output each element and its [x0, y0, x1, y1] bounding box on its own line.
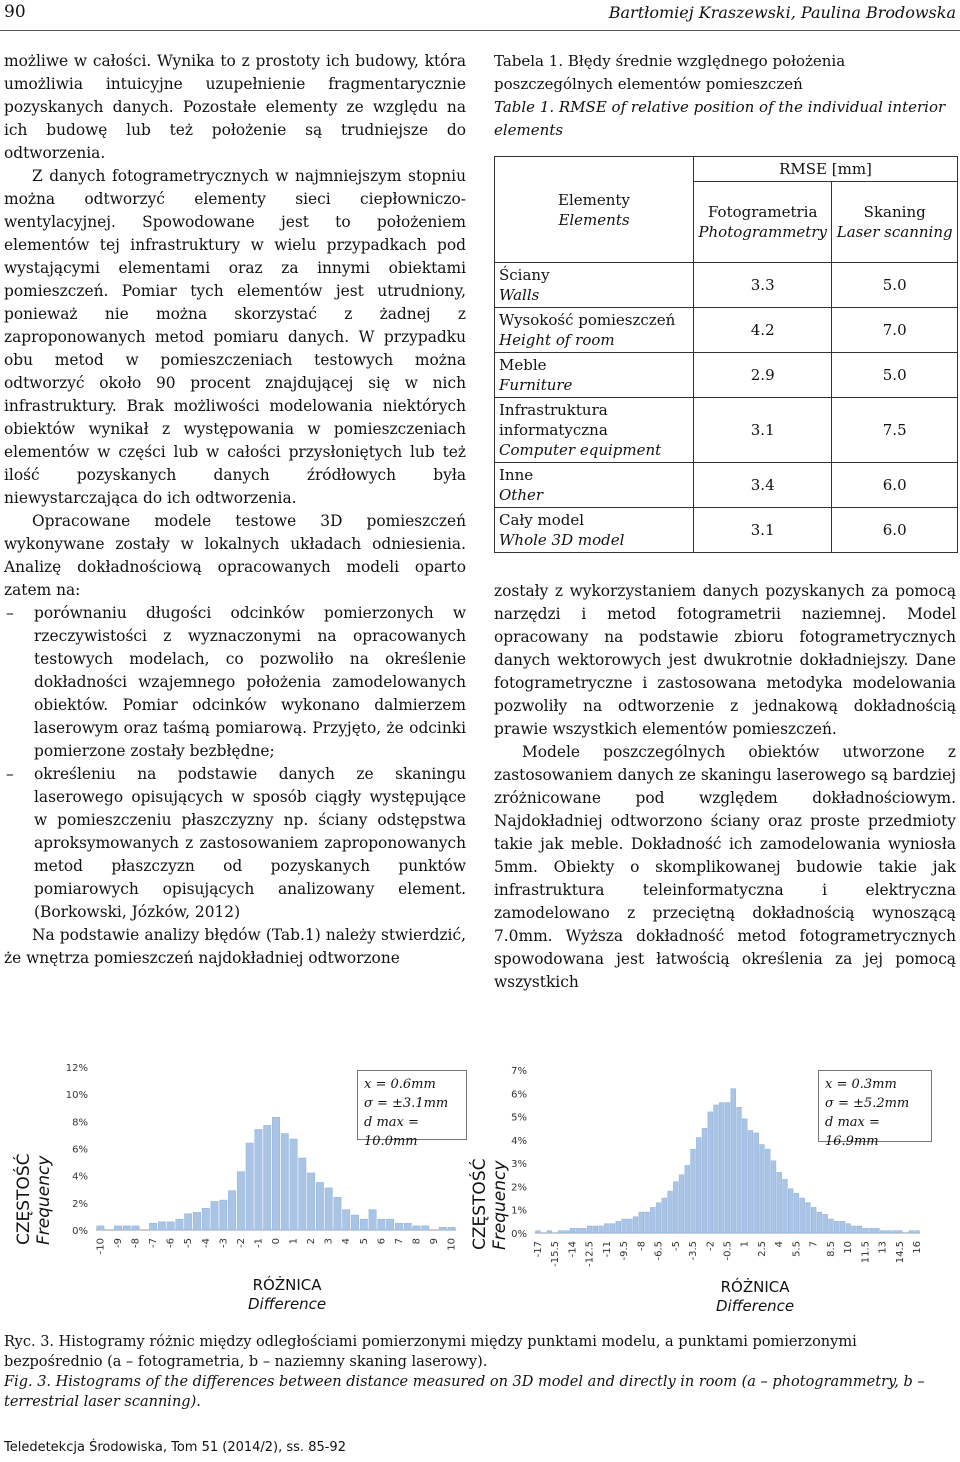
- histogram-bar: [413, 1226, 420, 1230]
- histogram-bar: [788, 1189, 793, 1233]
- page-number: 90: [4, 2, 26, 22]
- histogram-bar: [610, 1224, 615, 1233]
- paragraph: Modele poszczególnych obiektów utworzone z zastosowaniem danych ze skaningu laserowego są bardziej zróżnicowane pod względem dokładnościowym. Najdokładniej odtworzono ściany oraz proste przedmioty takie jak meble. Dokładność ich zamodelowania wyniosła 5mm. Obiekty o skomplikowanej budowie takie jak infrastruktura teleinformatyczna i elektryczna zamodelowano z przeciętną dokładnością wynoszącą 7.0mm. Wyższa dokładność metod fotogrametrycznych spowodowana jest łatwością określenia za jej pomocą wszystkich: [494, 743, 956, 991]
- histogram-bar: [915, 1231, 920, 1233]
- y-tick-label: 3%: [511, 1159, 527, 1171]
- histogram-bar: [662, 1198, 667, 1233]
- histogram-bar: [167, 1222, 174, 1230]
- table-row: Infrastruktura informatyczna Computer equipment 3.1 7.5: [495, 398, 958, 463]
- histogram-bar: [351, 1215, 358, 1230]
- x-tick-label: 16: [912, 1241, 924, 1254]
- histogram-bar: [668, 1191, 673, 1233]
- histogram-bar: [817, 1212, 822, 1233]
- histogram-bar: [886, 1231, 891, 1233]
- histogram-bar: [123, 1226, 130, 1230]
- histogram-bar: [783, 1179, 788, 1233]
- table-row: Meble Furniture 2.9 5.0: [495, 353, 958, 398]
- histogram-bar: [448, 1227, 455, 1230]
- x-tick-label: 3: [323, 1238, 335, 1245]
- stats-box: x = 0.3mm σ = ±5.2mm d max = 16.9mm: [818, 1070, 932, 1142]
- x-tick-label: 14.5: [894, 1241, 906, 1264]
- x-tick-label: 11.5: [860, 1241, 872, 1264]
- histogram-bar: [742, 1119, 747, 1233]
- histogram-bar: [404, 1223, 411, 1230]
- x-tick-label: 7: [393, 1238, 405, 1245]
- histogram-bar: [731, 1089, 736, 1233]
- x-tick-label: 6: [376, 1238, 388, 1245]
- x-tick-label: -1: [253, 1238, 265, 1248]
- histogram-bar: [702, 1128, 707, 1233]
- x-tick-label: 5.5: [791, 1241, 803, 1257]
- histogram-bar: [685, 1165, 690, 1233]
- histogram-bar: [599, 1226, 604, 1233]
- x-tick-label: 7: [808, 1241, 820, 1248]
- histogram-bar: [564, 1231, 569, 1233]
- histogram-bar: [228, 1191, 235, 1230]
- histogram-bar: [869, 1228, 874, 1233]
- x-tick-label: -5: [670, 1241, 682, 1251]
- x-tick-label: -8: [636, 1241, 648, 1251]
- histogram-bar: [897, 1231, 902, 1233]
- table-row: Ściany Walls 3.3 5.0: [495, 263, 958, 308]
- histogram-bar: [852, 1226, 857, 1233]
- histogram-bar: [237, 1172, 244, 1230]
- x-tick-label: 2: [306, 1238, 318, 1245]
- y-axis-label: CZĘSTOŚĆ Frequency: [14, 1153, 54, 1245]
- header-laser-scanning: Skaning Laser scanning: [832, 182, 958, 263]
- histogram-bar: [806, 1203, 811, 1233]
- x-tick-label: 5: [358, 1238, 370, 1245]
- histogram-a: [0, 1050, 480, 1320]
- paragraph: zostały z wykorzystaniem danych pozyskanych za pomocą narzędzi i metod fotogrametrii naziemnej. Model opracowany na podstawie zbioru fotogrametrycznych danych wektorowych jest dwukrotnie dokładniejszy. Dane fotogrametryczne i zastosowana metodyka modelowania pozwoliły na odtworzenie z jednakową dokładnością prawie wszystkich elementów pomieszczeń.: [494, 582, 956, 738]
- y-axis-label: CZĘSTOŚĆ Frequency: [470, 1158, 510, 1250]
- histogram-bar: [132, 1226, 139, 1230]
- table-row: Wysokość pomieszczeń Height of room 4.2 7.0: [495, 308, 958, 353]
- histogram-bar: [202, 1208, 209, 1230]
- y-tick-label: 2%: [72, 1198, 88, 1210]
- histogram-bar: [593, 1226, 598, 1233]
- histogram-bar: [334, 1197, 341, 1230]
- y-tick-label: 5%: [511, 1112, 527, 1124]
- histogram-bar: [829, 1219, 834, 1233]
- histogram-bar: [656, 1203, 661, 1233]
- rmse-table: [494, 156, 958, 553]
- list-item: – określeniu na podstawie danych ze skaningu laserowego opisujących w sposób ciągły występujące w pomieszczeniu płaszczyzny np. ściany odstępstwa aproksymowanych z zastosowaniem zaproponowanych metod płaszczyzn od pozyskanych punktów pomiarowych opisujących analizowany element. (Borkowski, Józków, 2012): [4, 763, 466, 924]
- x-tick-label: -6.5: [653, 1241, 665, 1261]
- x-tick-label: -5: [183, 1238, 195, 1248]
- histogram-bar: [176, 1219, 183, 1230]
- x-axis-label: RÓŻNICA Difference: [716, 1278, 795, 1315]
- histogram-bar: [633, 1217, 638, 1233]
- histogram-bar: [299, 1158, 306, 1230]
- table-caption-en: Table 1. RMSE of relative position of the individual interior elements: [494, 98, 946, 139]
- y-tick-label: 6%: [72, 1144, 88, 1156]
- table-row: Cały model Whole 3D model 3.1 6.0: [495, 508, 958, 553]
- x-tick-label: 1: [739, 1241, 751, 1248]
- x-tick-label: -0.5: [722, 1241, 734, 1261]
- x-tick-label: 0: [271, 1238, 282, 1245]
- histogram-bar: [570, 1228, 575, 1233]
- x-tick-label: 13: [877, 1241, 889, 1254]
- right-column: [494, 580, 956, 994]
- y-tick-label: 10%: [65, 1090, 88, 1102]
- x-tick-label: 4: [774, 1241, 786, 1248]
- y-tick-label: 4%: [72, 1171, 88, 1183]
- histogram-bar: [846, 1224, 851, 1233]
- histogram-bar: [114, 1226, 121, 1230]
- table-caption-pl: Tabela 1. Błędy średnie względnego położenia poszczególnych elementów pomieszczeń: [494, 52, 846, 93]
- x-tick-label: -14: [567, 1241, 579, 1258]
- histogram-bar: [547, 1231, 552, 1233]
- histogram-bar: [581, 1228, 586, 1233]
- histogram-bar: [422, 1226, 429, 1230]
- journal-footer: Teledetekcja Środowiska, Tom 51 (2014/2), ss. 85-92: [4, 1440, 346, 1455]
- x-tick-label: 8: [411, 1238, 423, 1245]
- y-tick-label: 2%: [511, 1182, 527, 1194]
- header-photogrammetry: Fotogrametria Photogrammetry: [694, 182, 832, 263]
- y-tick-label: 0%: [72, 1226, 88, 1237]
- stats-box: x = 0.6mm σ = ±3.1mm d max = 10.0mm: [357, 1070, 467, 1140]
- histogram-bar: [823, 1214, 828, 1233]
- histogram-bar: [307, 1173, 314, 1230]
- histogram-bar: [765, 1149, 770, 1233]
- histogram-bar: [264, 1125, 271, 1230]
- x-tick-label: 4: [341, 1238, 353, 1245]
- histogram-bar: [737, 1107, 742, 1233]
- histogram-bar: [576, 1228, 581, 1233]
- histogram-bar: [874, 1228, 879, 1233]
- histogram-bar: [857, 1226, 862, 1233]
- x-tick-label: -9.5: [619, 1241, 631, 1261]
- x-tick-label: -12.5: [584, 1241, 596, 1267]
- y-tick-label: 4%: [511, 1135, 527, 1147]
- x-tick-label: 10: [446, 1238, 458, 1251]
- histogram-bar: [639, 1212, 644, 1233]
- header-elements: Elementy Elements: [495, 157, 694, 263]
- x-tick-label: -3: [218, 1238, 230, 1248]
- x-tick-label: -2: [235, 1238, 247, 1248]
- list-item: – porównaniu długości odcinków pomierzonych w rzeczywistości z wyznaczonymi na opracowanych testowych modelach, co pozwoliło na określenie dokładności wzajemnego położenia zamodelowanych obiektów. Pomiar odcinków wykonano dalmierzem laserowym oraz taśmą pomiarową. Przyjęto, że odcinki pomierzone zostały bezbłędne;: [4, 602, 466, 763]
- histogram-bar: [246, 1143, 253, 1230]
- histogram-bar: [343, 1210, 350, 1230]
- histogram-bar: [627, 1219, 632, 1233]
- histogram-bar: [771, 1161, 776, 1233]
- histogram-bar: [220, 1200, 227, 1230]
- table-caption: [494, 50, 956, 142]
- header-rmse: RMSE [mm]: [694, 157, 958, 182]
- x-tick-label: 8.5: [825, 1241, 837, 1257]
- histogram-bar: [840, 1221, 845, 1233]
- histogram-bar: [754, 1133, 759, 1233]
- y-tick-label: 8%: [72, 1117, 88, 1129]
- histogram-bar: [679, 1175, 684, 1233]
- histogram-bar: [714, 1105, 719, 1233]
- paragraph: Opracowane modele testowe 3D pomieszczeń wykonywane zostały w lokalnych układach odniesienia. Analizę dokładnościową opracowanych modeli oparto zatem na:: [4, 512, 466, 599]
- histogram-bar: [760, 1145, 765, 1233]
- histogram-bar: [794, 1193, 799, 1233]
- y-tick-label: 0%: [511, 1229, 527, 1240]
- figure-caption: Ryc. 3. Histogramy różnic między odległościami pomierzonymi między punktami modelu, a punktami pomierzonymi bezpośrednio (a – fotogrametria, b – naziemny skaning laserowy). Fig. 3. Histograms of the differences between distance measured on 3D model and directly in room (a – photogrammetry, b – terrestrial laser scanning).: [4, 1334, 925, 1410]
- x-tick-label: -8: [130, 1238, 142, 1248]
- histogram-bar: [811, 1207, 816, 1233]
- y-tick-label: 6%: [511, 1089, 527, 1101]
- x-tick-label: -9: [112, 1238, 124, 1248]
- histogram-bar: [880, 1231, 885, 1233]
- x-tick-label: -6: [165, 1238, 177, 1248]
- histogram-bar: [622, 1219, 627, 1233]
- histogram-bar: [97, 1226, 104, 1230]
- histogram-bar: [395, 1223, 402, 1230]
- paragraph: możliwe w całości. Wynika to z prostoty ich budowy, która umożliwia intuicyjne uzupełnienie fragmentarycznie pozyskanych danych. Pozostałe elementy ze względu na ich budowę lub też położenie są trudniejsze do odtworzenia.: [4, 52, 466, 162]
- histogram-bar: [725, 1103, 730, 1233]
- histogram-bar: [439, 1227, 446, 1230]
- histogram-bar: [316, 1182, 323, 1230]
- x-tick-label: 9: [429, 1238, 441, 1245]
- y-tick-label: 12%: [65, 1063, 88, 1074]
- histogram-bar: [673, 1182, 678, 1233]
- histogram-bar: [696, 1138, 701, 1233]
- histogram-bar: [360, 1219, 367, 1230]
- histogram-bar: [863, 1228, 868, 1233]
- histogram-bar: [691, 1149, 696, 1233]
- histogram-bar: [369, 1210, 376, 1230]
- histogram-bar: [708, 1112, 713, 1233]
- x-tick-label: 1: [288, 1238, 300, 1245]
- histogram-bar: [325, 1188, 332, 1230]
- x-tick-label: -7: [148, 1238, 160, 1248]
- histogram-bar: [535, 1231, 540, 1233]
- histogram-bar: [800, 1198, 805, 1233]
- histogram-bar: [211, 1201, 218, 1230]
- x-tick-label: -2: [705, 1241, 717, 1251]
- histogram-bar: [193, 1212, 200, 1230]
- x-tick-label: 10: [843, 1241, 855, 1254]
- histogram-bar: [587, 1226, 592, 1233]
- x-tick-label: -11: [601, 1241, 613, 1258]
- table-row: Inne Other 3.4 6.0: [495, 463, 958, 508]
- histogram-bar: [834, 1221, 839, 1233]
- histogram-bar: [290, 1139, 297, 1230]
- x-axis-label: RÓŻNICA Difference: [248, 1276, 327, 1313]
- histogram-bar: [281, 1134, 288, 1230]
- running-authors: Bartłomiej Kraszewski, Paulina Brodowska: [608, 3, 956, 22]
- x-tick-label: -17: [532, 1241, 544, 1258]
- x-tick-label: -4: [200, 1238, 212, 1248]
- histogram-bar: [185, 1214, 192, 1230]
- histogram-bar: [158, 1222, 165, 1230]
- histogram-bar: [645, 1212, 650, 1233]
- x-tick-label: -3.5: [688, 1241, 700, 1261]
- histogram-bar: [604, 1224, 609, 1233]
- left-column: [4, 50, 466, 970]
- paragraph: Z danych fotogrametrycznych w najmniejszym stopniu można odtworzyć elementy sieci ciepłowniczo-wentylacyjnej. Spowodowane jest to położeniem elementów tej infrastruktury w wielu przypadkach pod wystającymi elementami oraz za innymi obiektami pomieszczeń. Pomiar tych elementów jest utrudniony, ponieważ nie można skorzystać z żadnej z zaproponowanych metod pomiaru danych. W przypadku obu metod w pomieszczeniach testowych można odtworzyć około 90 procent znajdującej się w nich infrastruktury. Brak możliwości modelowania niektórych obiektów wynikał z występowania w pomieszczeniach elementów w części lub w całości przysłoniętych lub też ilość pozyskanych danych źródłowych była niewystarczająca do ich odtworzenia.: [4, 167, 466, 507]
- histogram-bar: [255, 1129, 262, 1230]
- y-tick-label: 1%: [511, 1205, 527, 1217]
- histogram-bar: [272, 1117, 279, 1230]
- histogram-b: [470, 1050, 960, 1320]
- histogram-bar: [149, 1223, 156, 1230]
- x-tick-label: 2.5: [756, 1241, 768, 1257]
- histogram-bar: [650, 1207, 655, 1233]
- histogram-bar: [378, 1219, 385, 1230]
- histogram-bar: [777, 1172, 782, 1233]
- x-tick-label: -15.5: [550, 1241, 562, 1267]
- paragraph: Na podstawie analizy błędów (Tab.1) należy stwierdzić, że wnętrza pomieszczeń najdokładniej odtworzone: [4, 926, 466, 967]
- histogram-bar: [616, 1221, 621, 1233]
- histogram-bar: [909, 1231, 914, 1233]
- histogram-bar: [892, 1231, 897, 1233]
- y-tick-label: 7%: [511, 1066, 527, 1077]
- histogram-bar: [386, 1219, 393, 1230]
- histogram-bar: [748, 1131, 753, 1233]
- histogram-bar: [558, 1231, 563, 1233]
- x-tick-label: -10: [95, 1238, 107, 1255]
- histogram-bar: [719, 1103, 724, 1233]
